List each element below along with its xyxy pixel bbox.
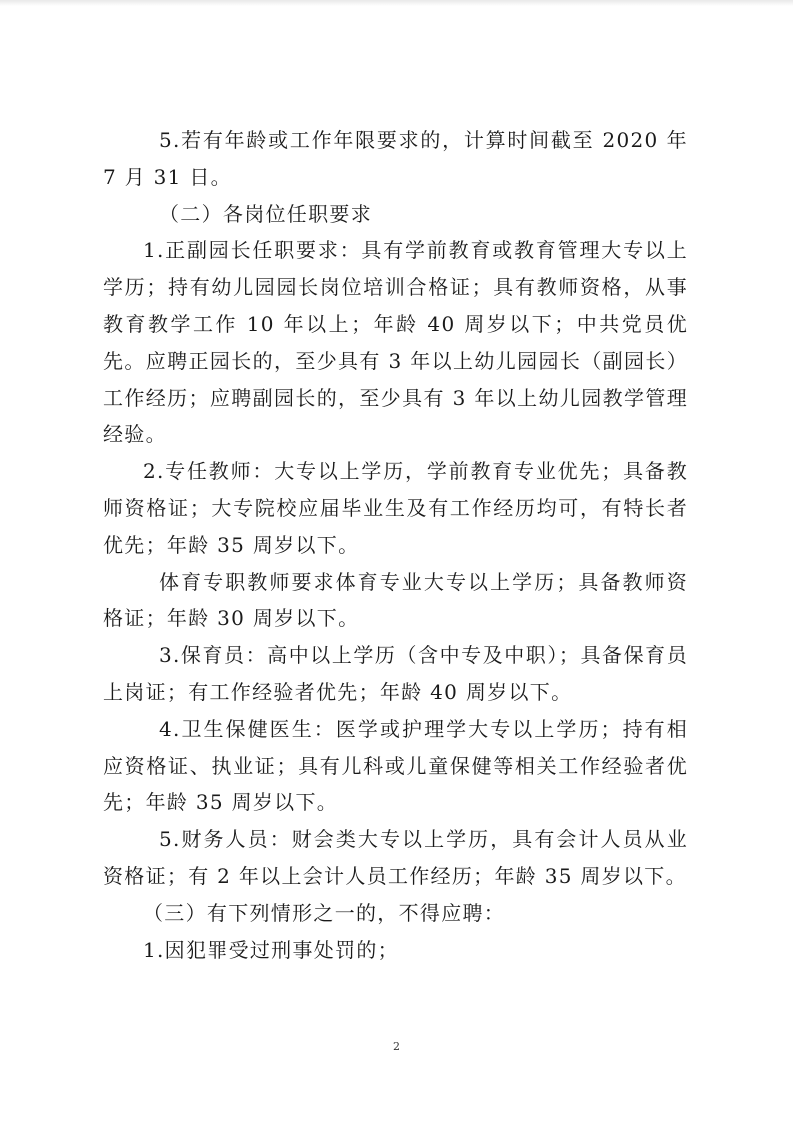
paragraph-finance-staff: 5.财务人员：财会类大专以上学历，具有会计人员从业资格证；有 2 年以上会计人员工作经历；年龄 35 周岁以下。 bbox=[103, 827, 688, 888]
scan-edge bbox=[0, 0, 793, 6]
paragraph-health-doctor: 4.卫生保健医生：医学或护理学大专以上学历；持有相应资格证、执业证；具有儿科或儿童保健等相关工作经验者优先；年龄 35 周岁以下。 bbox=[103, 716, 688, 815]
paragraph-pe-teacher: 体育专职教师要求体育专业大专以上学历；具备教师资格证；年龄 30 周岁以下。 bbox=[103, 569, 688, 631]
paragraph-principal-requirements: 1.正副园长任职要求：具有学前教育或教育管理大专以上学历；持有幼儿园园长岗位培训合格证；具有教师资格，从事教育教学工作 10 年以上；年龄 40 周岁以下；中共党员优先。应聘正园长的，至少具有 3 年以上幼儿园园长（副园长）工作经历；应聘副园长的，至少具有 3 年以上幼儿园教学管理经验。 bbox=[103, 238, 688, 447]
document-body bbox=[103, 122, 688, 968]
paragraph-age-cutoff: 5.若有年龄或工作年限要求的，计算时间截至 2020 年 7 月 31 日。 bbox=[103, 128, 688, 189]
section-heading-disqualifications: （三）有下列情形之一的，不得应聘： bbox=[143, 900, 506, 925]
section-heading-position-requirements: （二）各岗位任职要求 bbox=[159, 201, 372, 226]
paragraph-full-time-teacher: 2.专任教师：大专以上学历，学前教育专业优先；具备教师资格证；大专院校应届毕业生及有工作经历均可，有特长者优先；年龄 35 周岁以下。 bbox=[103, 459, 688, 557]
page-number: 2 bbox=[393, 1040, 400, 1053]
paragraph-criminal-record: 1.因犯罪受过刑事处罚的； bbox=[143, 937, 399, 962]
paragraph-childcare-worker: 3.保育员：高中以上学历（含中专及中职）；具备保育员上岗证；有工作经验者优先；年龄 40 周岁以下。 bbox=[103, 643, 688, 704]
